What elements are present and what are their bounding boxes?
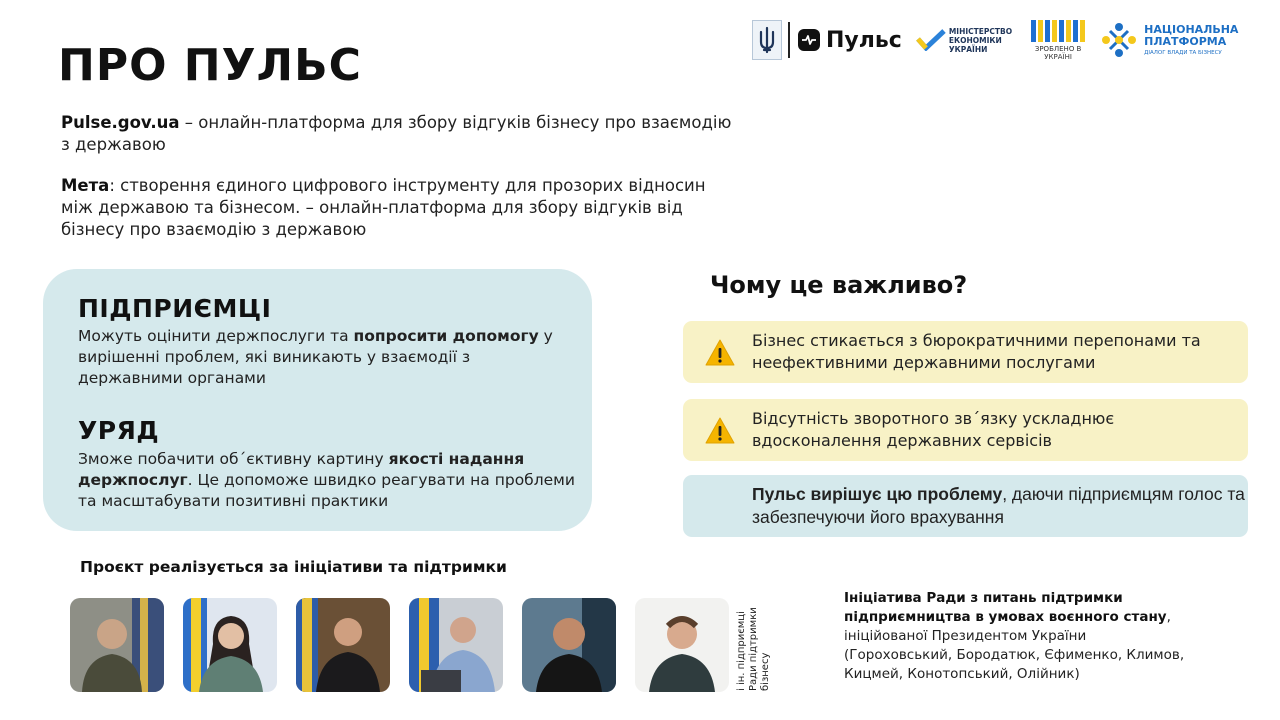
national-platform-icon [1100, 21, 1138, 59]
intro-paragraph-1 [61, 112, 741, 156]
supporter-photo-6 [635, 598, 729, 692]
partner-logos [752, 18, 1239, 62]
ministry-line-2: ЕКОНОМІКИ [948, 35, 1002, 45]
made-in-ukraine-text: ЗРОБЛЕНО В УКРАЇНІ [1034, 44, 1082, 61]
problem-text-1: Бізнес стикається з бюрократичними перепонами та неефективними державними послугами [752, 331, 1201, 372]
problem-box-2 [683, 399, 1248, 461]
site-name: Pulse.gov.ua [61, 113, 180, 132]
support-heading: Проєкт реалізується за ініціативи та підтримки [80, 558, 507, 576]
logo-divider [788, 22, 790, 58]
warning-icon [705, 417, 735, 444]
supporter-photo-3 [296, 598, 390, 692]
government-heading: УРЯД [78, 416, 160, 445]
supporter-photo-5 [522, 598, 616, 692]
government-text-b: . Це допоможе швидко реагувати на проблеми та масштабувати позитивні практики [78, 471, 575, 510]
solution-text-bold: Пульс вирішує цю проблему [752, 484, 1003, 504]
national-platform-title: НАЦІОНАЛЬНА ПЛАТФОРМА [1144, 23, 1239, 48]
warning-icon [705, 339, 735, 366]
initiative-line-1: , ініційованої Президентом України [844, 609, 1171, 644]
intro-text-1: – онлайн-платформа для збору відгуків бізнесу про взаємодію з державою [61, 113, 732, 154]
made-in-ukraine-logo [1030, 20, 1086, 61]
entrepreneurs-heading: ПІДПРИЄМЦІ [78, 294, 272, 323]
government-text [78, 449, 578, 512]
ukraine-trident-icon [752, 20, 782, 60]
made-in-ukraine-bars-icon [1031, 20, 1085, 42]
entrepreneurs-text [78, 326, 578, 389]
solution-text-rest: , даючи підприємцям голос та забезпечуючи його врахування [752, 484, 1245, 527]
national-platform-logo [1100, 21, 1239, 59]
ministry-line-1: МІНІСТЕРСТВО [948, 26, 1013, 36]
supporter-photo-2 [183, 598, 277, 692]
national-platform-subtitle: ДІАЛОГ ВЛАДИ ТА БІЗНЕСУ [1144, 50, 1222, 56]
entrepreneurs-text-a: Можуть оцінити держпослуги та [78, 327, 354, 345]
intro-text-2: : створення єдиного цифрового інструменту для прозорих відносин між державою та бізнесом. – онлайн-платформа для збору відгуків від бізнесу про взаємодію з державою [61, 176, 706, 239]
problem-box-1 [683, 321, 1248, 383]
government-text-bold: якості надання держпослуг [78, 450, 525, 489]
entrepreneurs-text-b: у вирішенні проблем, які виникають у взаємодії з державними органами [78, 327, 553, 387]
photo-caption-vertical [736, 591, 780, 691]
ministry-logo [916, 27, 1012, 54]
pulse-logo-text: Пульс [826, 27, 902, 53]
problem-text-2: Відсутність зворотного зв´язку ускладнює вдосконалення державних сервісів [752, 409, 1115, 450]
ministry-check-icon [916, 29, 946, 51]
goal-label: Мета [61, 176, 110, 195]
solution-box [683, 475, 1248, 537]
government-text-a: Зможе побачити об´єктивну картину [78, 450, 389, 468]
ministry-line-3: УКРАЇНИ [948, 44, 988, 54]
initiative-text [844, 589, 1244, 684]
intro-paragraph-2 [61, 175, 741, 241]
initiative-members: (Гороховський, Бородатюк, Єфименко, Климов, Кицмей, Конотопський, Олійник) [844, 647, 1185, 682]
solution-text [752, 483, 1248, 529]
initiative-title: Ініціатива Ради з питань підтримки підприємництва в умовах воєнного стану [844, 590, 1167, 625]
pulse-logo-icon [798, 29, 820, 51]
supporter-photo-1 [70, 598, 164, 692]
why-heading: Чому це важливо? [710, 271, 968, 299]
supporter-photo-4 [409, 598, 503, 692]
entrepreneurs-text-bold: попросити допомогу [353, 327, 539, 345]
page-title: ПРО ПУЛЬС [58, 40, 362, 91]
photo-caption-text: і ін. підприємці Ради підтримки бізнесу [736, 607, 771, 691]
